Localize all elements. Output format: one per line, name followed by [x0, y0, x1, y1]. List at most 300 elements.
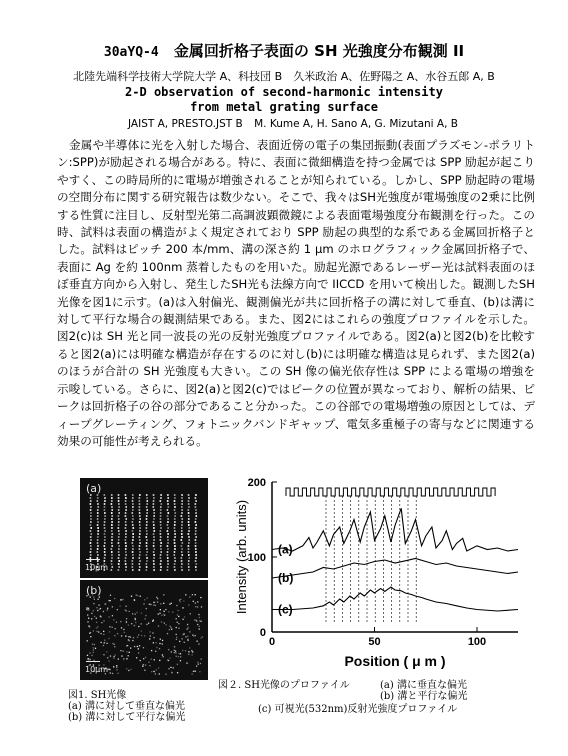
- sh-stripe-dot: [160, 533, 162, 535]
- sh-speckle-dot: [186, 662, 187, 663]
- sh-stripe-dot: [167, 548, 169, 550]
- sh-stripe-dot: [146, 530, 148, 532]
- sh-stripe-dot: [188, 557, 190, 559]
- sh-speckle-dot: [180, 601, 181, 602]
- sh-stripe-dot: [118, 533, 120, 535]
- sh-speckle-dot: [117, 633, 118, 634]
- x-axis-label: Position ( μ m ): [344, 653, 446, 669]
- sh-speckle-dot: [100, 608, 101, 609]
- sh-stripe-dot: [125, 554, 127, 556]
- sh-stripe-dot: [104, 554, 106, 556]
- series-line-0: [272, 508, 518, 551]
- sh-stripe-dot: [104, 494, 106, 496]
- sh-speckle-dot: [92, 644, 93, 645]
- sh-stripe-dot: [188, 539, 190, 541]
- sh-speckle-dot: [167, 633, 168, 634]
- sh-stripe-dot: [146, 557, 148, 559]
- sh-stripe-dot: [118, 563, 120, 565]
- sh-stripe-dot: [146, 506, 148, 508]
- sh-stripe-dot: [139, 566, 141, 568]
- sh-stripe-dot: [111, 554, 113, 556]
- sh-stripe-dot: [90, 533, 92, 535]
- figure-2-caption: [218, 680, 538, 730]
- sh-stripe-dot: [111, 530, 113, 532]
- sh-stripe-dot: [111, 563, 113, 565]
- sh-speckle-dot: [197, 624, 198, 625]
- series-label-0: (a): [278, 542, 293, 557]
- sh-speckle-dot: [159, 648, 160, 649]
- sh-stripe-dot: [174, 497, 176, 499]
- sh-stripe-dot: [90, 542, 92, 544]
- sh-speckle-dot: [141, 630, 142, 631]
- sh-speckle-dot: [93, 647, 94, 648]
- sh-stripe-dot: [160, 506, 162, 508]
- sh-stripe-dot: [153, 509, 155, 511]
- sh-stripe-dot: [174, 542, 176, 544]
- sh-stripe-dot: [90, 536, 92, 538]
- sh-speckle-dot: [162, 656, 163, 657]
- sh-stripe-dot: [188, 530, 190, 532]
- sh-stripe-dot: [104, 542, 106, 544]
- sh-speckle-dot: [109, 669, 110, 670]
- sh-speckle-dot: [91, 618, 92, 619]
- sh-speckle-dot: [174, 650, 175, 651]
- sh-speckle-dot: [90, 659, 91, 660]
- sh-stripe-dot: [132, 569, 134, 571]
- sh-stripe-dot: [195, 566, 197, 568]
- sh-stripe-dot: [188, 500, 190, 502]
- sh-speckle-dot: [110, 595, 111, 596]
- sh-stripe-dot: [97, 530, 99, 532]
- sh-speckle-dot: [123, 629, 124, 630]
- sh-stripe-dot: [181, 506, 183, 508]
- sh-speckle-dot: [180, 653, 181, 654]
- sh-speckle-dot: [116, 669, 117, 670]
- sh-stripe-dot: [139, 548, 141, 550]
- sh-stripe-dot: [174, 539, 176, 541]
- sh-speckle-dot: [113, 656, 114, 657]
- sh-speckle-dot: [93, 630, 94, 631]
- sh-speckle-dot: [178, 628, 179, 629]
- sh-stripe-dot: [153, 530, 155, 532]
- sh-stripe-dot: [188, 524, 190, 526]
- sh-speckle-dot: [189, 651, 190, 652]
- sh-speckle-dot: [168, 660, 169, 661]
- sh-speckle-dot: [176, 639, 177, 640]
- sh-stripe-dot: [97, 548, 99, 550]
- sh-speckle-dot: [97, 626, 98, 627]
- sh-speckle-dot: [163, 614, 164, 615]
- sh-stripe-dot: [139, 536, 141, 538]
- sh-speckle-dot: [96, 607, 97, 608]
- sh-stripe-dot: [160, 503, 162, 505]
- sh-speckle-dot: [101, 622, 102, 623]
- sh-stripe-dot: [181, 509, 183, 511]
- sh-stripe-dot: [146, 539, 148, 541]
- sh-stripe-dot: [97, 527, 99, 529]
- sh-stripe-dot: [153, 554, 155, 556]
- sh-speckle-dot: [182, 607, 183, 608]
- sh-speckle-dot: [198, 664, 199, 665]
- sh-stripe-dot: [132, 515, 134, 517]
- sh-speckle-dot: [162, 643, 163, 644]
- sh-speckle-dot: [129, 611, 130, 612]
- sh-stripe-dot: [111, 566, 113, 568]
- sh-speckle-dot: [151, 650, 152, 651]
- sh-stripe-dot: [174, 518, 176, 520]
- sh-stripe-dot: [146, 494, 148, 496]
- sh-speckle-dot: [178, 656, 179, 657]
- sh-speckle-dot: [188, 604, 189, 605]
- figure-1-panel-b: [80, 580, 208, 680]
- sh-stripe-dot: [160, 515, 162, 517]
- sh-speckle-dot: [146, 608, 147, 609]
- sh-stripe-dot: [153, 521, 155, 523]
- sh-speckle-dot: [157, 601, 158, 602]
- sh-stripe-dot: [146, 551, 148, 553]
- sh-stripe-dot: [125, 542, 127, 544]
- sh-stripe-dot: [139, 533, 141, 535]
- sh-stripe-dot: [139, 494, 141, 496]
- sh-speckle-dot: [109, 626, 110, 627]
- sh-stripe-dot: [181, 503, 183, 505]
- sh-stripe-dot: [125, 557, 127, 559]
- sh-stripe-dot: [160, 518, 162, 520]
- sh-stripe-dot: [167, 512, 169, 514]
- sh-stripe-dot: [125, 494, 127, 496]
- sh-stripe-dot: [160, 566, 162, 568]
- sh-speckle-dot: [135, 618, 136, 619]
- sh-speckle-dot: [180, 656, 181, 657]
- sh-stripe-dot: [118, 560, 120, 562]
- sh-stripe-dot: [132, 503, 134, 505]
- figure-1-caption: [68, 690, 228, 723]
- sh-speckle-dot: [110, 655, 111, 656]
- sh-speckle-dot: [88, 609, 89, 610]
- sh-speckle-dot: [138, 648, 139, 649]
- sh-speckle-dot: [187, 624, 188, 625]
- sh-stripe-dot: [132, 497, 134, 499]
- sh-speckle-dot: [180, 599, 181, 600]
- sh-speckle-dot: [193, 601, 194, 602]
- sh-stripe-dot: [118, 515, 120, 517]
- sh-stripe-dot: [146, 500, 148, 502]
- sh-stripe-dot: [90, 551, 92, 553]
- sh-speckle-dot: [160, 639, 161, 640]
- sh-stripe-dot: [195, 563, 197, 565]
- sh-speckle-dot: [97, 610, 98, 611]
- sh-stripe-dot: [111, 536, 113, 538]
- sh-stripe-dot: [104, 518, 106, 520]
- sh-stripe-dot: [153, 539, 155, 541]
- sh-stripe-dot: [188, 566, 190, 568]
- sh-speckle-dot: [174, 652, 175, 653]
- sh-stripe-dot: [146, 554, 148, 556]
- sh-stripe-dot: [167, 515, 169, 517]
- scale-label-a: 10μm: [85, 563, 109, 572]
- sh-speckle-dot: [200, 663, 201, 664]
- sh-speckle-dot: [169, 626, 170, 627]
- sh-speckle-dot: [176, 634, 177, 635]
- sh-speckle-dot: [125, 606, 126, 607]
- sh-stripe-dot: [132, 539, 134, 541]
- sh-speckle-dot: [128, 624, 129, 625]
- sh-stripe-dot: [174, 557, 176, 559]
- sh-stripe-dot: [181, 569, 183, 571]
- sh-speckle-dot: [131, 596, 132, 597]
- sh-stripe-dot: [174, 515, 176, 517]
- sh-speckle-dot: [185, 636, 186, 637]
- sh-speckle-dot: [87, 621, 88, 622]
- sh-stripe-dot: [139, 560, 141, 562]
- sh-speckle-dot: [189, 631, 190, 632]
- sh-speckle-dot: [155, 651, 156, 652]
- sh-stripe-dot: [167, 506, 169, 508]
- sh-speckle-dot: [197, 601, 198, 602]
- sh-speckle-dot: [159, 673, 160, 674]
- sh-stripe-dot: [153, 536, 155, 538]
- sh-speckle-dot: [103, 645, 104, 646]
- sh-stripe-dot: [139, 521, 141, 523]
- sh-stripe-dot: [132, 563, 134, 565]
- sh-speckle-dot: [123, 650, 124, 651]
- sh-speckle-dot: [184, 642, 185, 643]
- sh-speckle-dot: [168, 668, 169, 669]
- sh-stripe-dot: [181, 494, 183, 496]
- title-jp: 金属回折格子表面の SH 光強度分布観測 II: [173, 42, 465, 60]
- fig2-caption-a: (a) 溝に垂直な偏光: [380, 680, 467, 691]
- sh-speckle-dot: [171, 651, 172, 652]
- sh-speckle-dot: [175, 650, 176, 651]
- sh-stripe-dot: [167, 536, 169, 538]
- sh-speckle-dot: [131, 623, 132, 624]
- sh-stripe-dot: [181, 554, 183, 556]
- sh-speckle-dot: [139, 645, 140, 646]
- sh-speckle-dot: [176, 656, 177, 657]
- sh-stripe-dot: [104, 536, 106, 538]
- sh-stripe-dot: [90, 521, 92, 523]
- sh-stripe-dot: [160, 524, 162, 526]
- sh-speckle-dot: [170, 627, 171, 628]
- sh-stripe-dot: [153, 527, 155, 529]
- sh-speckle-dot: [169, 657, 170, 658]
- sh-speckle-dot: [171, 603, 172, 604]
- sh-speckle-dot: [147, 597, 148, 598]
- figure-2-chart: [228, 474, 528, 674]
- sh-speckle-dot: [145, 657, 146, 658]
- sh-stripe-dot: [181, 524, 183, 526]
- sh-stripe-dot: [160, 548, 162, 550]
- sh-stripe-dot: [188, 569, 190, 571]
- sh-stripe-dot: [188, 533, 190, 535]
- sh-stripe-dot: [132, 557, 134, 559]
- sh-stripe-dot: [139, 506, 141, 508]
- sh-stripe-dot: [139, 503, 141, 505]
- sh-stripe-dot: [118, 539, 120, 541]
- sh-speckle-dot: [113, 658, 114, 659]
- sh-stripe-dot: [125, 548, 127, 550]
- sh-speckle-dot: [91, 613, 92, 614]
- sh-speckle-dot: [126, 651, 127, 652]
- sh-stripe-dot: [111, 497, 113, 499]
- sh-stripe-dot: [139, 518, 141, 520]
- sh-speckle-dot: [143, 664, 144, 665]
- sh-stripe-dot: [167, 530, 169, 532]
- sh-speckle-dot: [187, 639, 188, 640]
- sh-speckle-dot: [104, 640, 105, 641]
- sh-speckle-dot: [143, 658, 144, 659]
- sh-stripe-dot: [111, 509, 113, 511]
- sh-stripe-dot: [97, 500, 99, 502]
- sh-speckle-dot: [150, 635, 151, 636]
- sh-speckle-dot: [136, 594, 137, 595]
- sh-stripe-dot: [195, 554, 197, 556]
- sh-stripe-dot: [111, 533, 113, 535]
- sh-speckle-dot: [171, 629, 172, 630]
- sh-speckle-dot: [178, 653, 179, 654]
- sh-stripe-dot: [181, 515, 183, 517]
- sh-stripe-dot: [181, 566, 183, 568]
- sh-stripe-dot: [195, 551, 197, 553]
- sh-stripe-dot: [174, 521, 176, 523]
- title-en-line-1: 2-D observation of second-harmonic intensity: [125, 85, 443, 99]
- sh-stripe-dot: [118, 530, 120, 532]
- sh-speckle-dot: [120, 599, 121, 600]
- sh-stripe-dot: [125, 569, 127, 571]
- sh-speckle-dot: [114, 598, 115, 599]
- sh-speckle-dot: [138, 652, 139, 653]
- sh-speckle-dot: [107, 657, 108, 658]
- sh-speckle-dot: [128, 670, 129, 671]
- sh-stripe-dot: [181, 539, 183, 541]
- sh-stripe-dot: [195, 527, 197, 529]
- sh-speckle-dot: [182, 650, 183, 651]
- sh-stripe-dot: [118, 548, 120, 550]
- sh-stripe-dot: [118, 521, 120, 523]
- sh-speckle-dot: [156, 597, 157, 598]
- sh-speckle-dot: [95, 648, 96, 649]
- sh-stripe-dot: [104, 506, 106, 508]
- sh-speckle-dot: [96, 631, 97, 632]
- sh-stripe-dot: [167, 494, 169, 496]
- sh-stripe-dot: [139, 509, 141, 511]
- sh-speckle-dot: [176, 637, 177, 638]
- sh-speckle-dot: [177, 614, 178, 615]
- sh-stripe-dot: [174, 530, 176, 532]
- sh-speckle-dot: [96, 622, 97, 623]
- sh-stripe-dot: [146, 512, 148, 514]
- sh-stripe-dot: [153, 512, 155, 514]
- sh-stripe-dot: [104, 560, 106, 562]
- sh-stripe-dot: [188, 542, 190, 544]
- sh-speckle-dot: [171, 672, 172, 673]
- sh-speckle-dot: [123, 658, 124, 659]
- sh-speckle-dot: [153, 604, 154, 605]
- sh-stripe-dot: [167, 542, 169, 544]
- sh-stripe-dot: [195, 497, 197, 499]
- sh-stripe-dot: [174, 527, 176, 529]
- sh-speckle-dot: [140, 596, 141, 597]
- sh-speckle-dot: [200, 658, 201, 659]
- sh-speckle-dot: [116, 667, 117, 668]
- sh-speckle-dot: [169, 603, 170, 604]
- sh-stripe-dot: [195, 506, 197, 508]
- sh-stripe-dot: [139, 530, 141, 532]
- sh-stripe-dot: [160, 545, 162, 547]
- sh-stripe-dot: [118, 497, 120, 499]
- sh-speckle-dot: [191, 650, 192, 651]
- sh-speckle-dot: [155, 673, 156, 674]
- sh-stripe-dot: [125, 512, 127, 514]
- sh-speckle-dot: [199, 626, 200, 627]
- sh-stripe-dot: [160, 530, 162, 532]
- sh-stripe-dot: [195, 539, 197, 541]
- sh-speckle-dot: [146, 624, 147, 625]
- sh-stripe-dot: [104, 524, 106, 526]
- sh-stripe-dot: [111, 548, 113, 550]
- sh-stripe-dot: [111, 545, 113, 547]
- sh-stripe-dot: [118, 569, 120, 571]
- sh-speckle-dot: [141, 635, 142, 636]
- sh-stripe-dot: [188, 560, 190, 562]
- sh-speckle-dot: [158, 614, 159, 615]
- sh-stripe-dot: [153, 533, 155, 535]
- sh-stripe-dot: [125, 515, 127, 517]
- sh-speckle-dot: [179, 641, 180, 642]
- sh-stripe-dot: [181, 563, 183, 565]
- sh-stripe-dot: [104, 551, 106, 553]
- sh-speckle-dot: [108, 660, 109, 661]
- sh-speckle-dot: [159, 660, 160, 661]
- sh-speckle-dot: [115, 628, 116, 629]
- sh-stripe-dot: [146, 560, 148, 562]
- sh-stripe-dot: [111, 539, 113, 541]
- sh-speckle-dot: [145, 664, 146, 665]
- sh-stripe-dot: [111, 515, 113, 517]
- sh-speckle-dot: [153, 602, 154, 603]
- sh-stripe-dot: [118, 494, 120, 496]
- sh-speckle-dot: [97, 599, 98, 600]
- sh-speckle-dot: [195, 635, 196, 636]
- sh-speckle-dot: [89, 626, 90, 627]
- sh-stripe-dot: [97, 521, 99, 523]
- sh-stripe-dot: [125, 509, 127, 511]
- sh-stripe-dot: [132, 500, 134, 502]
- sh-stripe-dot: [132, 518, 134, 520]
- sh-speckle-dot: [176, 618, 177, 619]
- sh-stripe-dot: [104, 530, 106, 532]
- sh-stripe-dot: [132, 566, 134, 568]
- sh-speckle-dot: [185, 594, 186, 595]
- fig2-caption-c: (c) 可視光(532nm)反射光強度プロファイル: [258, 704, 458, 715]
- sh-stripe-dot: [195, 533, 197, 535]
- sh-stripe-dot: [132, 524, 134, 526]
- sh-stripe-dot: [90, 497, 92, 499]
- sh-stripe-dot: [146, 503, 148, 505]
- sh-speckle-dot: [122, 599, 123, 600]
- sh-stripe-dot: [111, 512, 113, 514]
- sh-stripe-dot: [174, 554, 176, 556]
- series-label-1: (b): [278, 571, 294, 585]
- sh-speckle-dot: [148, 623, 149, 624]
- sh-stripe-dot: [132, 533, 134, 535]
- sh-stripe-dot: [132, 554, 134, 556]
- sh-stripe-dot: [160, 542, 162, 544]
- y-tick-label: 100: [247, 552, 266, 564]
- sh-stripe-dot: [181, 536, 183, 538]
- grating-profile: [286, 488, 495, 496]
- sh-stripe-dot: [97, 545, 99, 547]
